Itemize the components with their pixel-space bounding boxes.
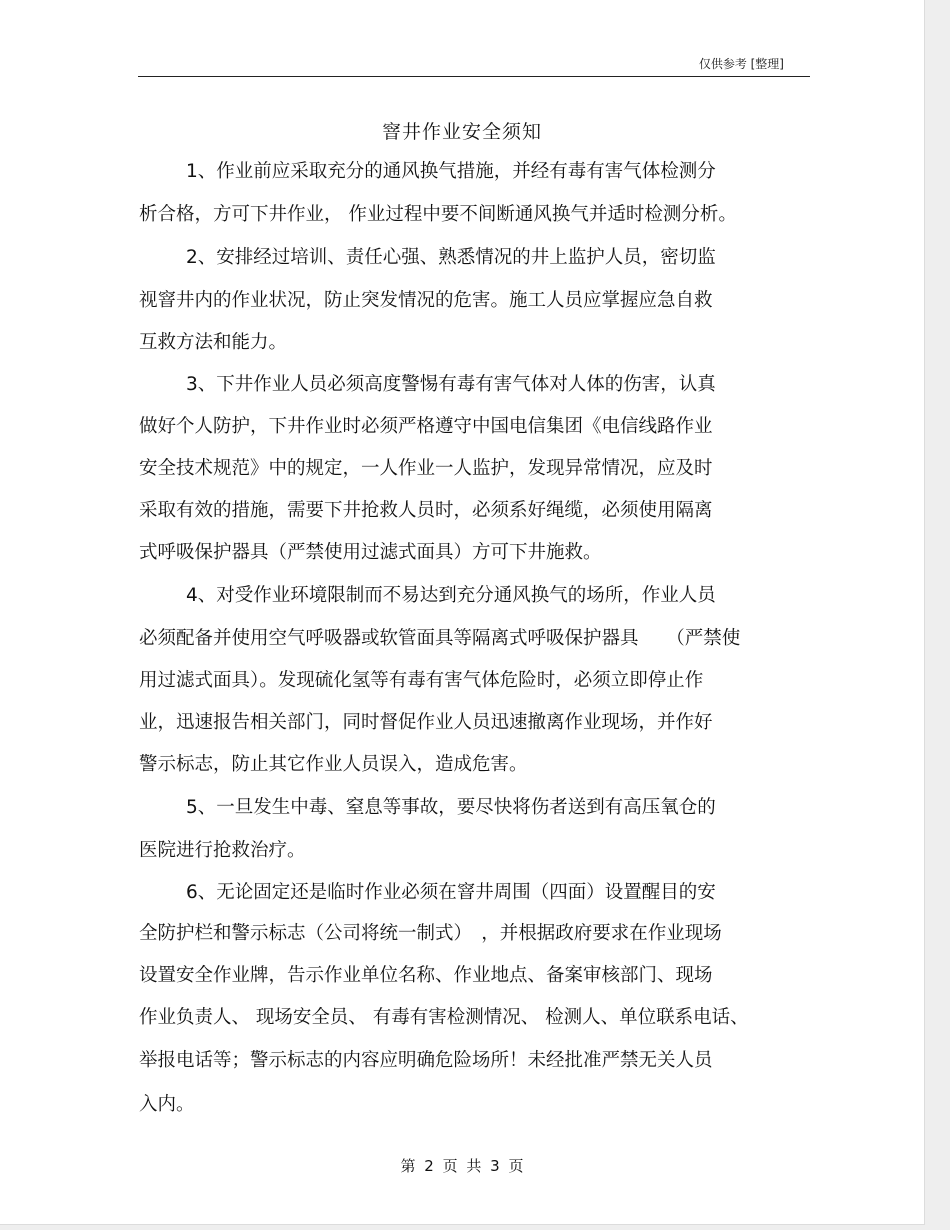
paragraph-4-line-2: 必须配备并使用空气呼吸器或软管面具等隔离式呼吸保护器具 （严禁使 — [139, 628, 741, 649]
paragraph-1-line-1: 1、作业前应采取充分的通风换气措施，并经有毒有害气体检测分 — [186, 161, 716, 182]
paragraph-2-line-3: 互救方法和能力。 — [139, 332, 288, 353]
paragraph-4-line-4: 业，迅速报告相关部门，同时督促作业人员迅速撤离作业现场，并作好 — [139, 712, 713, 733]
header-note: 仅供参考 [整理] — [698, 57, 784, 71]
paragraph-6-line-6: 入内。 — [139, 1094, 195, 1115]
paragraph-4-line-3: 用过滤式面具）。发现硫化氢等有毒有害气体危险时，必须立即停止作 — [139, 670, 704, 691]
header-rule — [138, 76, 810, 77]
paragraph-3-line-3: 安全技术规范》中的规定，一人作业一人监护，发现异常情况，应及时 — [139, 458, 713, 479]
paragraph-4-line-1: 4、对受作业环境限制而不易达到充分通风换气的场所，作业人员 — [186, 585, 716, 606]
paragraph-5-line-2: 医院进行抢救治疗。 — [139, 840, 306, 861]
paragraph-6-line-3: 设置安全作业牌，告示作业单位名称、作业地点、备案审核部门、现场 — [139, 965, 713, 986]
paragraph-2-line-2: 视窨井内的作业状况，防止突发情况的危害。施工人员应掌握应急自救 — [139, 290, 713, 311]
paragraph-3-line-4: 采取有效的措施，需要下井抢救人员时，必须系好绳缆，必须使用隔离 — [139, 500, 713, 521]
paragraph-3-line-5: 式呼吸保护器具（严禁使用过滤式面具）方可下井施救。 — [139, 542, 602, 563]
document-title: 窨井作业安全须知 — [381, 121, 542, 143]
paragraph-6-line-4: 作业负责人、 现场安全员、 有毒有害检测情况、 检测人、单位联系电话、 — [139, 1007, 749, 1028]
paragraph-1-line-2: 析合格，方可下井作业， 作业过程中要不间断通风换气并适时检测分析。 — [139, 204, 737, 225]
paragraph-2-line-1: 2、安排经过培训、责任心强、熟悉情况的井上监护人员，密切监 — [186, 247, 716, 268]
paragraph-4-line-5: 警示标志，防止其它作业人员误入，造成危害。 — [139, 754, 528, 775]
paragraph-3-line-2: 做好个人防护，下井作业时必须严格遵守中国电信集团《电信线路作业 — [139, 416, 713, 437]
paragraph-5-line-1: 5、一旦发生中毒、窒息等事故，要尽快将伤者送到有高压氧仓的 — [186, 797, 716, 818]
paragraph-3-line-1: 3、下井作业人员必须高度警惕有毒有害气体对人体的伤害，认真 — [186, 374, 716, 395]
page-number-footer: 第 2 页 共 3 页 — [400, 1157, 524, 1175]
paragraph-6-line-5: 举报电话等；警示标志的内容应明确危险场所！未经批准严禁无关人员 — [139, 1050, 713, 1071]
paragraph-6-line-1: 6、无论固定还是临时作业必须在窨井周围（四面）设置醒目的安 — [186, 882, 716, 903]
paragraph-6-line-2: 全防护栏和警示标志（公司将统一制式） ，并根据政府要求在作业现场 — [139, 923, 722, 944]
